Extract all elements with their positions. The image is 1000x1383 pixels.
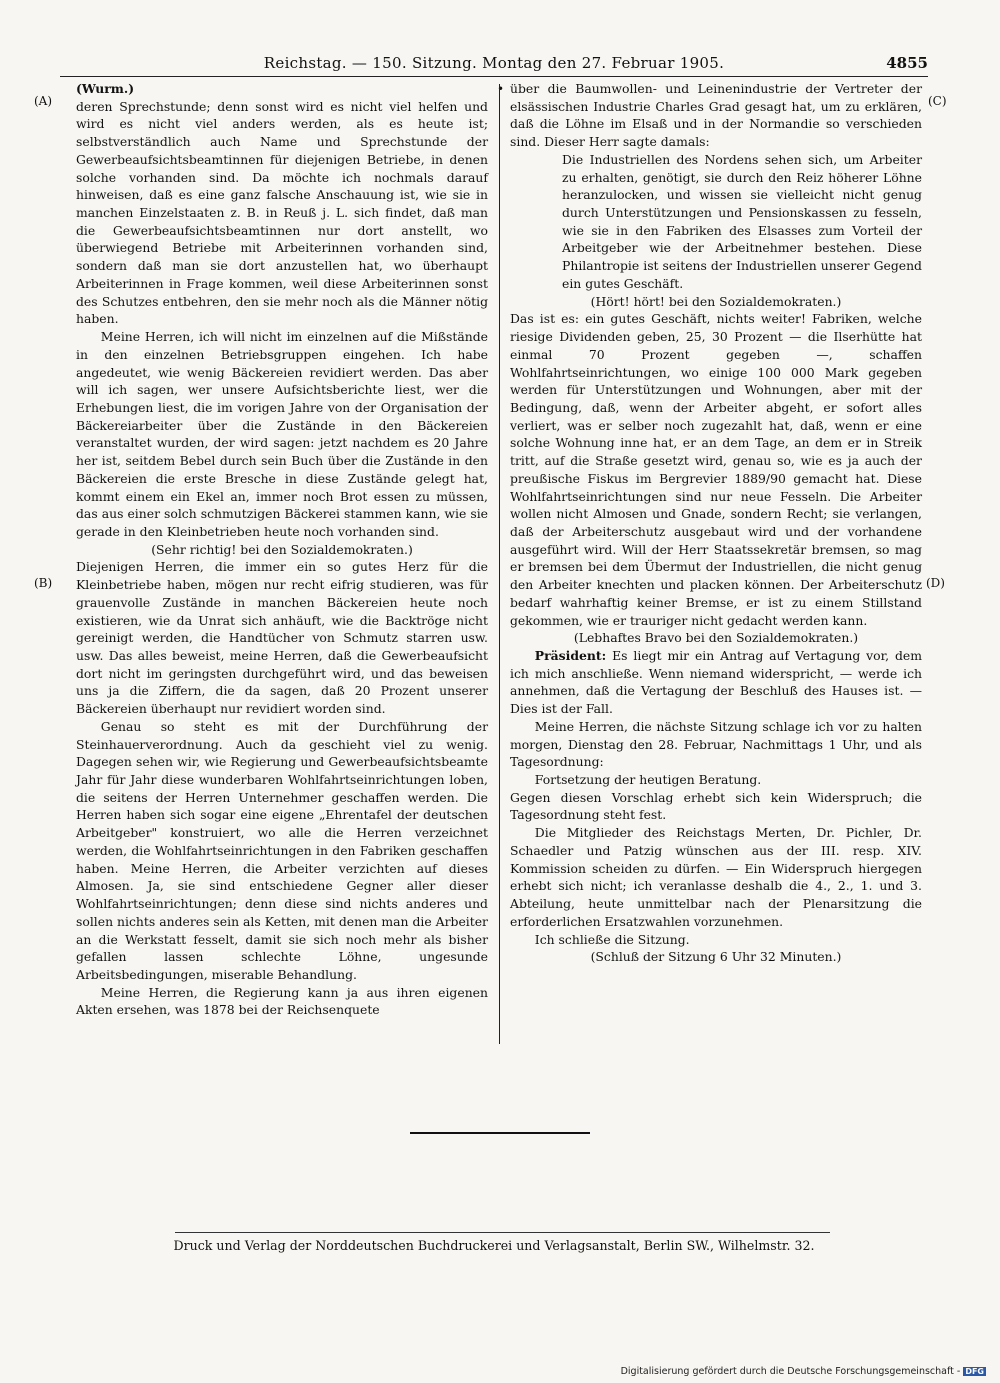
top-mark: •	[497, 82, 505, 96]
block-quote: Die Industriellen des Nordens sehen sich, um Arbeiter zu erhalten, genötigt, sie durch den Reiz höherer Löhne heranzulocken, und wissen sie vielleicht nicht genug durch Unterstützungen und Pensionskassen zu fesseln, wie sie in den Fabriken des Elsasses zum Vorteil der Arbeitgeber wie der Arbeitnehmer bestehen. Diese Philantropie ist seitens der Industriellen unserer Gegend ein gutes Geschäft.	[562, 151, 922, 291]
speaker-label: (Wurm.)	[76, 81, 135, 96]
digitization-credit	[621, 1366, 986, 1377]
column-divider	[499, 84, 500, 1044]
margin-marker-c: (C)	[928, 94, 947, 108]
paragraph: Gegen diesen Vorschlag erhebt sich kein Widerspruch; die Tagesordnung steht fest.	[510, 789, 922, 823]
margin-marker-b: (B)	[34, 576, 53, 590]
president-statement	[510, 647, 922, 718]
paragraph: über die Baumwollen- und Leinenindustrie der Vertreter der elsässischen Industrie Charles Grad gesagt hat, um zu erklären, daß die Löhne im Elsaß und in der Normandie so verschieden sind. Dieser Herr sagte damals:	[510, 81, 922, 150]
running-header	[60, 54, 928, 77]
margin-marker-d: (D)	[926, 576, 945, 590]
page-number: 4855	[886, 54, 928, 72]
president-label: Präsident:	[534, 648, 607, 663]
margin-marker-a: (A)	[34, 94, 53, 108]
paragraph: Meine Herren, die nächste Sitzung schlage ich vor zu halten morgen, Dienstag den 28. Februar, Nachmittags 1 Uhr, und als Tagesordnung:	[510, 718, 922, 770]
paragraph: Genau so steht es mit der Durchführung der Steinhauerverordnung. Auch da geschieht viel zu wenig. Dagegen sehen wir, wie Regierung und Gewerbeaufsichtsbeamte Jahr für Jahr diese wunderbaren Wohlfahrtseinrichtungen loben, die seitens der Herren Unternehmer geschaffen werden. Die Herren haben sich sogar eine eigene „Ehrentafel der deutschen Arbeitgeber" konstruiert, wo alle die Herren verzeichnet werden, die Wohlfahrtseinrichtungen in den Fabriken geschaffen haben. Meine Herren, die Arbeiter verzichten auf dieses Almosen. Ja, sie sind entschiedene Gegner aller dieser Wohlfahrtseinrichtungen; denn diese sind nichts anderes und sollen nichts anderes sein als Ketten, mit denen man die Arbeiter an die Werkstatt fesselt, damit sie sich noch mehr als bisher gefallen lassen schlechte Löhne, ungesunde Arbeitsbedingungen, miserable Behandlung.	[76, 718, 488, 982]
interjection: (Lebhaftes Bravo bei den Sozialdemokraten.)	[573, 630, 859, 646]
agenda-item: Fortsetzung der heutigen Beratung.	[534, 772, 762, 788]
closing-statement: Ich schließe die Sitzung.	[534, 931, 690, 947]
president-text: Es liegt mir ein Antrag auf Vertagung vor, dem ich mich anschließe. Wenn niemand widerspricht, — werde ich annehmen, daß die Vertagung der Beschluß des Hauses ist. — Dies ist der Fall.	[510, 648, 922, 717]
interjection: (Sehr richtig! bei den Sozialdemokraten.)	[151, 541, 413, 557]
interjection: (Hört! hört! bei den Sozialdemokraten.)	[590, 293, 842, 309]
page-header-title: Reichstag. — 150. Sitzung. Montag den 27. Februar 1905.	[263, 54, 725, 72]
dfg-logo: DFG	[965, 1367, 984, 1376]
paragraph: Das ist es: ein gutes Geschäft, nichts weiter! Fabriken, welche riesige Dividenden geben, 25, 30 Prozent — die Ilserhütte hat einmal 70 Prozent gegeben —, schaffen Wohlfahrtseinrichtungen, wo einige 100 000 Mark gegeben werden für Unterstützungen und Wohnungen, aber mit der Bedingung, daß, wenn der Arbeiter abgeht, er sofort alles verliert, was er selber noch zugezahlt hat, daß, wenn er eine solche Wohnung inne hat, er an dem Tage, an dem er in Streik tritt, auf die Straße gesetzt wird, genau so, wie es ja auch der preußische Fiskus im Bergrevier 1889/90 gemacht hat. Diese Wohlfahrtseinrichtungen sind nur neue Fesseln. Die Arbeiter wollen nicht Almosen und Gnade, sondern Recht; sie verlangen, daß der Arbeiterschutz ausgebaut wird und der vorhandene ausgeführt wird. Will der Herr Staatssekretär bremsen, so mag er bremsen bei dem Übermut der Industriellen, die nicht genug den Arbeiter knechten und placken können. Der Arbeiterschutz bedarf wahrhaftig keiner Bremse, er ist zu einem Stillstand gekommen, wie er trauriger nicht gedacht werden kann.	[510, 311, 922, 628]
paragraph: deren Sprechstunde; denn sonst wird es nicht viel helfen und wird es nicht viel anders werden, als es heute ist; selbstverständlich auch Name und Sprechstunde der Gewerbeaufsichtsbeamtinnen für diejenigen Betriebe, in denen solche vorhanden sind. Da möchte ich nochmals darauf hinweisen, daß es eine ganz falsche Anschauung ist, wie sie in manchen Einzelstaaten z. B. in Reuß j. L. sich findet, daß man die Gewerbeaufsichtsbeamtinnen nur dort anstellt, wo überwiegend Betriebe mit Arbeiterinnen vorhanden sind, sondern daß man sie dort anzustellen hat, wo überhaupt Arbeiterinnen in Frage kommen, weil diese Arbeiterinnen sonst des Schutzes entbehren, den sie mehr noch als die Männer nötig haben.	[76, 98, 488, 327]
footer-rule	[175, 1232, 830, 1233]
printer-imprint: Druck und Verlag der Norddeutschen Buchdruckerei und Verlagsanstalt, Berlin SW., Wilhelmstr. 32.	[173, 1238, 815, 1253]
paragraph: Diejenigen Herren, die immer ein so gutes Herz für die Kleinbetriebe haben, mögen nur recht eifrig studieren, was für grauenvolle Zustände in manchen Bäckereien heute noch existieren, wie da Unrat sich anhäuft, wie die Backtröge nicht gereinigt werden, die Handtücher von Schmutz starren usw. usw. Das alles beweist, meine Herren, daß die Gewerbeaufsicht dort nicht im geringsten durchgeführt wird, und das beweisen uns ja die Ziffern, die da sagen, daß 20 Prozent unserer Bäckereien überhaupt nur revidiert worden sind.	[76, 559, 488, 717]
credit-text: Digitalisierung gefördert durch die Deutsche Forschungsgemeinschaft -	[620, 1366, 961, 1377]
end-rule	[410, 1132, 590, 1134]
paragraph: Meine Herren, ich will nicht im einzelnen auf die Mißstände in den einzelnen Betriebsgruppen eingehen. Ich habe angedeutet, wie wenig Bäckereien revidiert werden. Das aber will ich sagen, wer unsere Aufsichtsberichte liest, wer die Erhebungen liest, die im vorigen Jahre von der Organisation der Bäckereiarbeiter über die Zustände in den Bäckereien veranstaltet wurden, der wird sagen: jetzt nachdem es 20 Jahre her ist, seitdem Bebel durch sein Buch über die Zustände in den Bäckereien die erste Bresche in diese Zustände gelegt hat, kommt einem ein Ekel an, immer noch Brot essen zu müssen, das aus einer solch schmutzigen Bäckerei stammen kann, wie sie gerade in den Kleinbetrieben heute noch vorhanden sind.	[76, 329, 488, 539]
paragraph: Die Mitglieder des Reichstags Merten, Dr. Pichler, Dr. Schaedler und Patzig wünschen aus der III. resp. XIV. Kommission scheiden zu dürfen. — Ein Widerspruch hiergegen erhebt sich nicht; ich veranlasse deshalb die 4., 2., 1. und 3. Abteilung, heute unmittelbar nach der Plenarsitzung die erforderlichen Ersatzwahlen vorzunehmen.	[510, 825, 922, 929]
paragraph: Meine Herren, die Regierung kann ja aus ihren eigenen Akten ersehen, was 1878 bei der Reichsenquete	[76, 984, 488, 1018]
left-column	[76, 80, 488, 1019]
end-note: (Schluß der Sitzung 6 Uhr 32 Minuten.)	[590, 949, 842, 965]
right-column	[510, 80, 922, 966]
